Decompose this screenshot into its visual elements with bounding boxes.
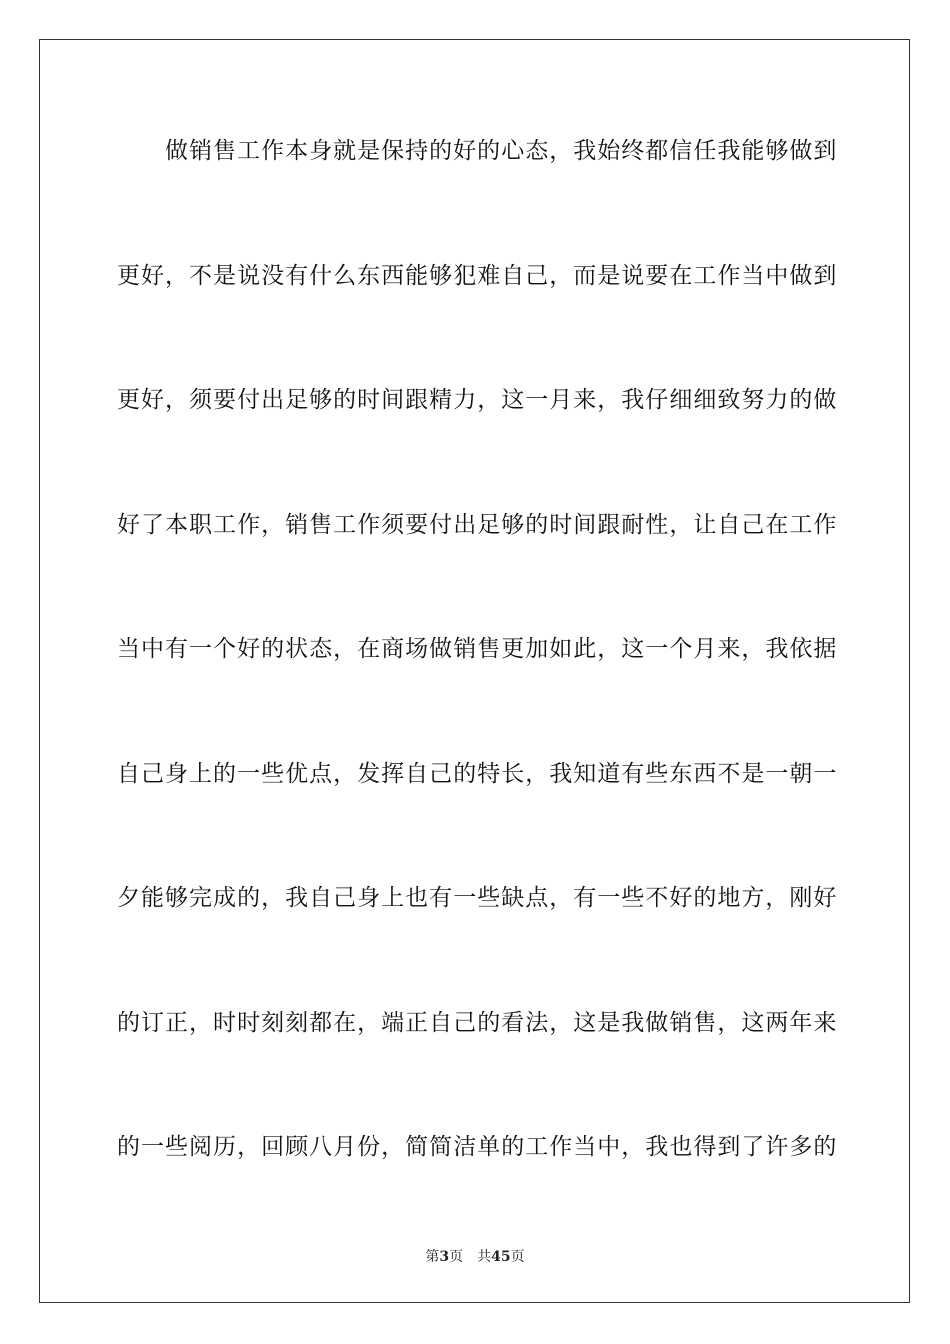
page-number: 3 (439, 1249, 450, 1265)
total-pages: 45 (491, 1249, 511, 1265)
paragraph-line-7: 夕能够完成的，我自己身上也有一些缺点，有一些不好的地方，刚好 (117, 885, 837, 911)
document-body (117, 126, 837, 1247)
paragraph-line-5: 当中有一个好的状态，在商场做销售更加如此，这一个月来，我依据 (117, 636, 837, 662)
page-footer (0, 1246, 950, 1266)
total-suffix: 页 (510, 1249, 525, 1265)
paragraph-line-6: 自己身上的一些优点，发挥自己的特长，我知道有些东西不是一朝一 (117, 760, 837, 787)
total-prefix: 共 (477, 1249, 492, 1265)
paragraph-line-9: 的一些阅历，回顾八月份，简简洁单的工作当中，我也得到了许多的 (117, 1134, 837, 1160)
page-prefix: 第 (425, 1249, 440, 1265)
paragraph-line-3: 更好，须要付出足够的时间跟精力，这一月来，我仔细细致努力的做 (117, 387, 837, 413)
page-suffix: 页 (449, 1249, 464, 1265)
paragraph-line-4: 好了本职工作，销售工作须要付出足够的时间跟耐性，让自己在工作 (117, 511, 837, 538)
paragraph-line-8: 的订正，时时刻刻都在，端正自己的看法，这是我做销售，这两年来 (117, 1009, 837, 1036)
paragraph-line-2: 更好，不是说没有什么东西能够犯难自己，而是说要在工作当中做到 (117, 262, 837, 289)
paragraph-line-1: 做销售工作本身就是保持的好的心态，我始终都信任我能够做到 (165, 138, 837, 164)
